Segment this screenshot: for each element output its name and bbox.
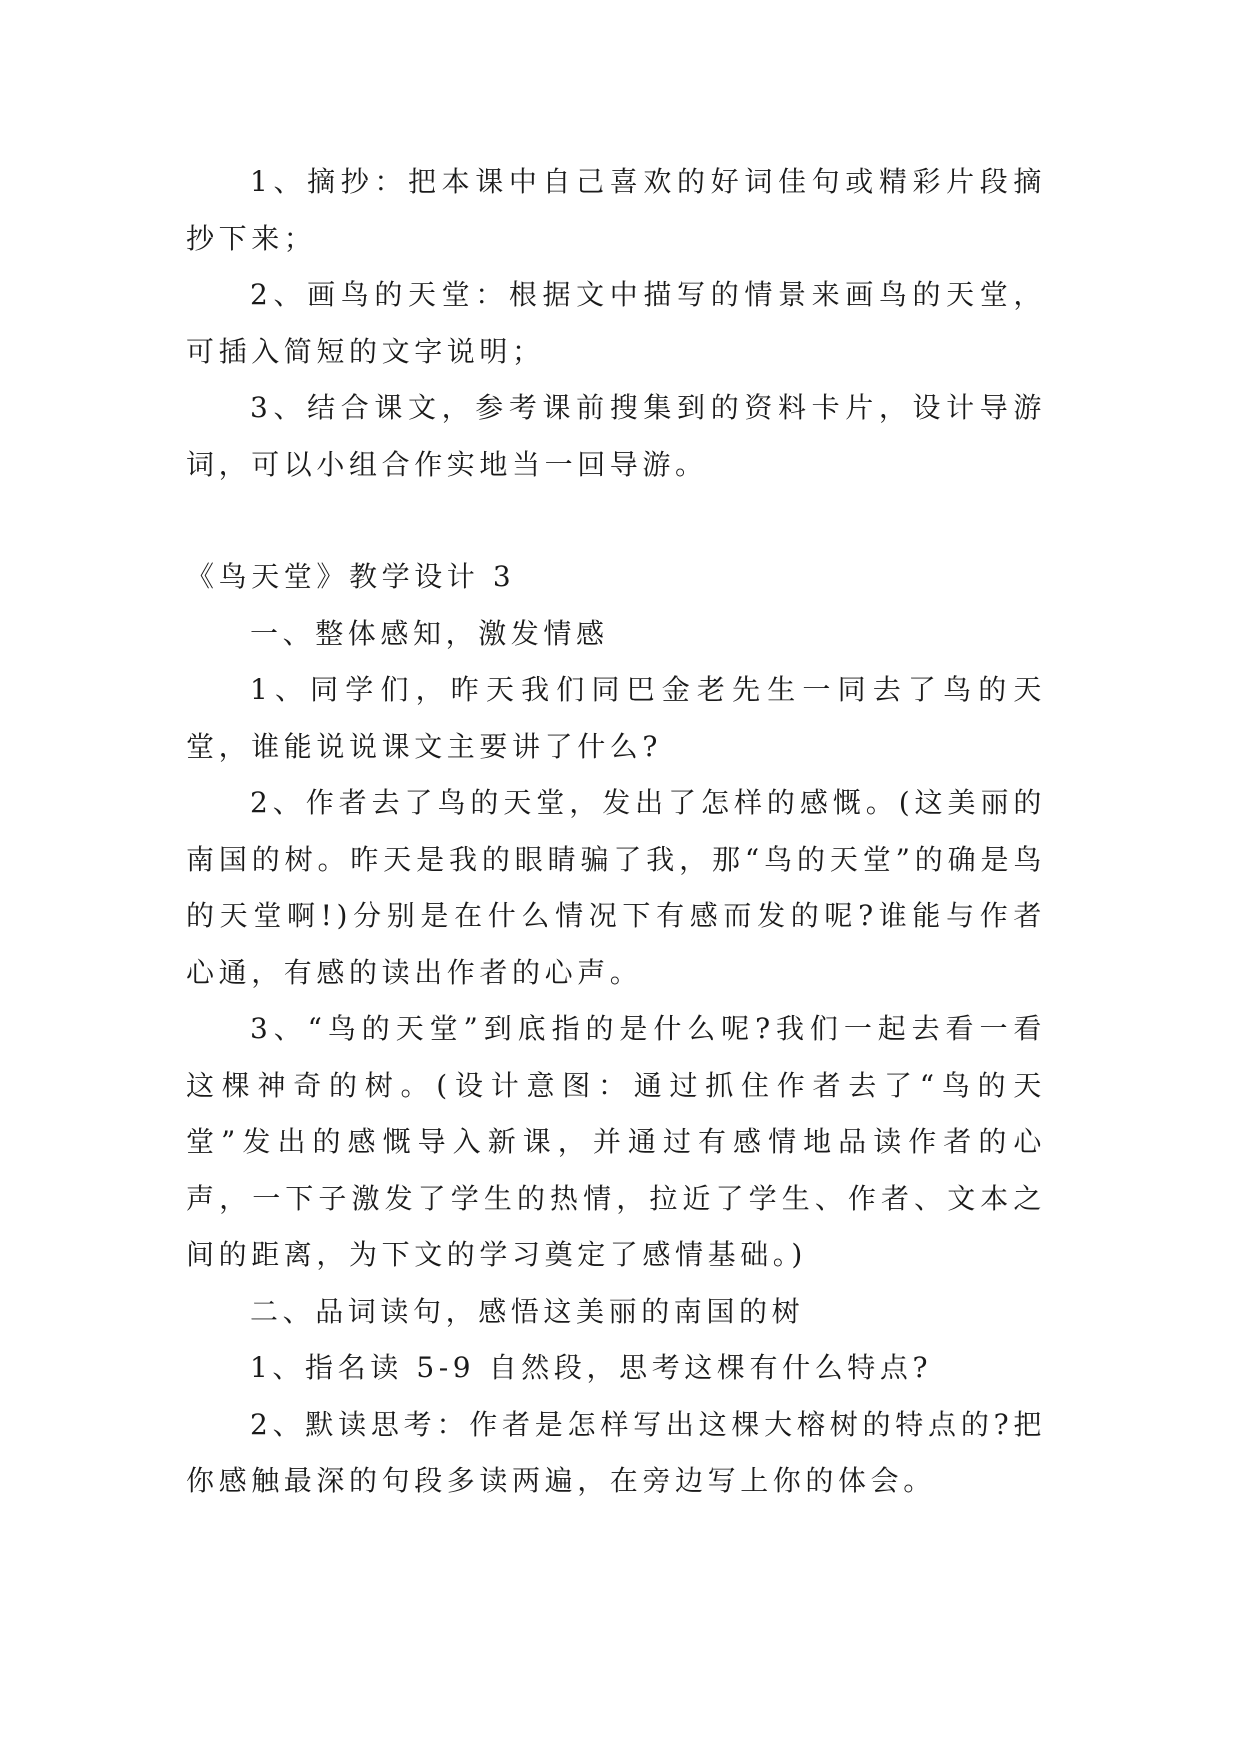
document-body [186, 154, 1046, 1510]
part1-item-2: 2、作者去了鸟的天堂，发出了怎样的感慨。(这美丽的南国的树。昨天是我的眼睛骗了我，那“鸟的天堂”的确是鸟的天堂啊!)分别是在什么情况下有感而发的呢?谁能与作者心通，有感的读出作者的心声。 [186, 786, 1046, 989]
part1-item-1: 1、同学们，昨天我们同巴金老先生一同去了鸟的天堂，谁能说说课文主要讲了什么? [186, 673, 1046, 763]
part1-item-3: 3、“鸟的天堂”到底指的是什么呢?我们一起去看一看这棵神奇的树。(设计意图：通过抓住作者去了“鸟的天堂”发出的感慨导入新课，并通过有感情地品读作者的心声，一下子激发了学生的热情，拉近了学生、作者、文本之间的距离，为下文的学习奠定了感情基础。) [186, 1012, 1046, 1271]
paragraph-guide-task: 3、结合课文，参考课前搜集到的资料卡片，设计导游词，可以小组合作实地当一回导游。 [186, 391, 1046, 481]
part2-heading: 二、品词读句，感悟这美丽的南国的树 [250, 1294, 805, 1328]
part1-heading: 一、整体感知，激发情感 [250, 616, 609, 650]
part2-item-1: 1、指名读 5-9 自然段，思考这棵有什么特点? [250, 1351, 933, 1384]
paragraph-draw-task: 2、画鸟的天堂：根据文中描写的情景来画鸟的天堂，可插入简短的文字说明； [186, 278, 1046, 368]
section-gap [186, 493, 1046, 549]
section-title: 《鸟天堂》教学设计 3 [186, 560, 516, 593]
paragraph-excerpt-task: 1、摘抄：把本课中自己喜欢的好词佳句或精彩片段摘抄下来； [186, 165, 1046, 255]
part2-item-2: 2、默读思考：作者是怎样写出这棵大榕树的特点的?把你感触最深的句段多读两遍，在旁边写上你的体会。 [186, 1407, 1046, 1497]
